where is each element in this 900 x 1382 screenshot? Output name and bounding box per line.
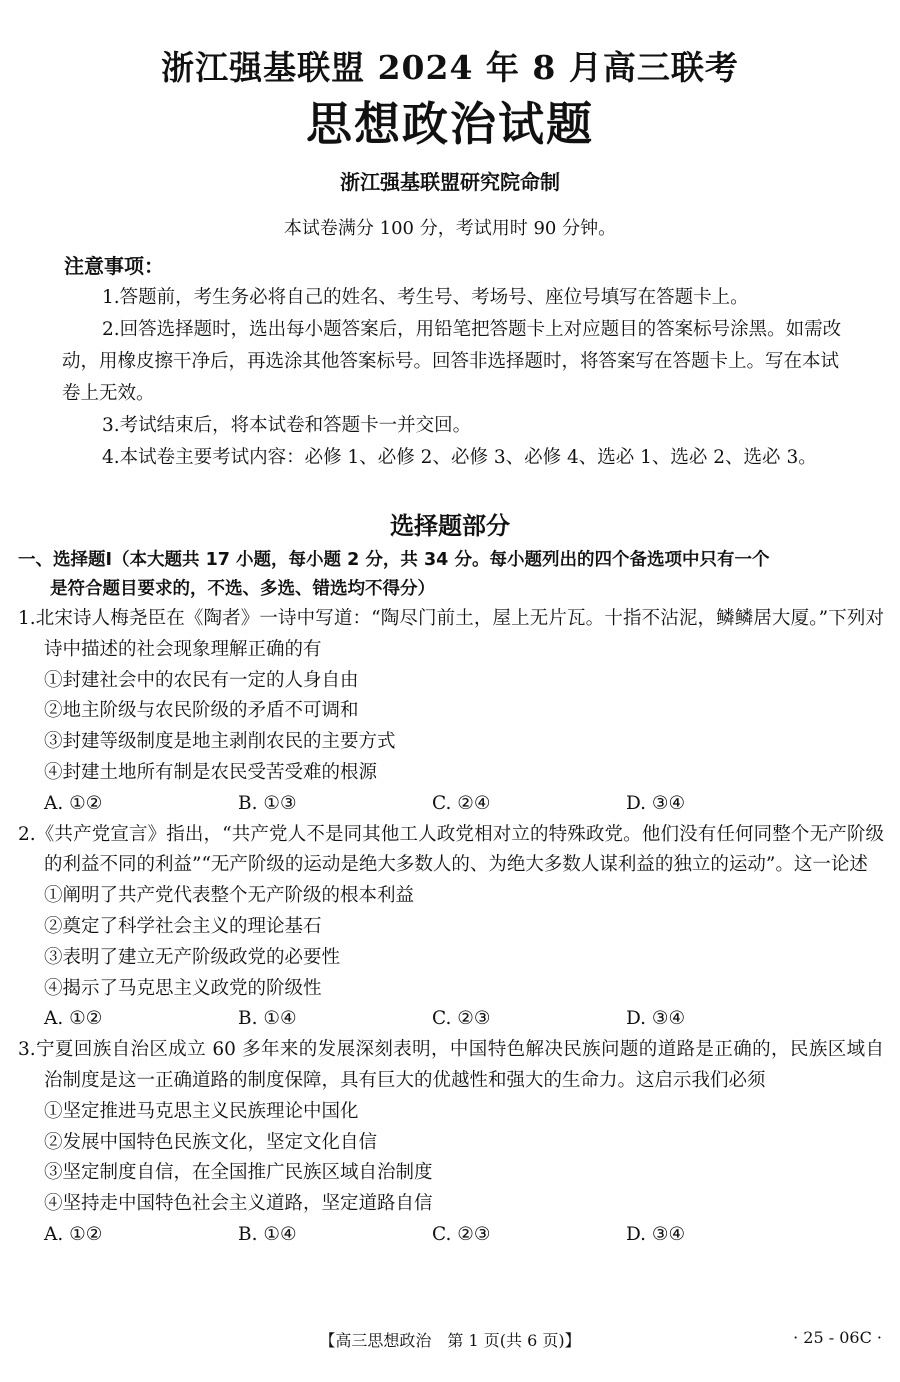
choice-c: C. ②④ [432, 792, 491, 814]
answer-choices [18, 789, 884, 820]
statement-option: ③表明了建立无产阶级政党的必要性 [44, 946, 341, 968]
statement-option: ①封建社会中的农民有一定的人身自由 [44, 669, 359, 691]
exam-info: 本试卷满分 100 分，考试用时 90 分钟。 [283, 218, 617, 239]
question-list [18, 604, 884, 1251]
choice-d: D. ③④ [626, 1008, 686, 1030]
answer-choices [18, 1220, 884, 1251]
statement-option: ②地主阶级与农民阶级的矛盾不可调和 [44, 700, 359, 722]
choice-d: D. ③④ [626, 792, 686, 814]
choice-a: A. ①② [44, 1223, 103, 1245]
notice-item: 4.本试卷主要考试内容：必修 1、必修 2、必修 3、必修 4、选必 1、选必 2、选必 3。 [102, 447, 817, 468]
choice-a: A. ①② [44, 1008, 103, 1030]
statement-option: ③封建等级制度是地主剥削农民的主要方式 [44, 731, 396, 753]
page-footer: 【高三思想政治 第 1 页(共 6 页)】 [319, 1331, 581, 1350]
question-stem: 2.《共产党宣言》指出，“共产党人不是同其他工人政党相对立的特殊政党。他们没有任何同整个无产阶级的利益不同的利益”“无产阶级的运动是绝大多数人的、为绝大多数人谋利益的独立的运动”。这一论述 [18, 823, 884, 876]
part-line: 一、选择题Ⅰ（本大题共 17 小题，每小题 2 分，共 34 分。每小题列出的四个备选项中只有一个 [18, 550, 770, 570]
question-1 [18, 604, 884, 820]
section-title: 选择题部分 [390, 512, 510, 540]
choice-c: C. ②③ [432, 1223, 491, 1245]
choice-d: D. ③④ [626, 1223, 686, 1245]
statement-option: ①坚定推进马克思主义民族理论中国化 [44, 1100, 359, 1122]
statement-option: ①阐明了共产党代表整个无产阶级的根本利益 [44, 885, 415, 907]
statement-option: ②奠定了科学社会主义的理论基石 [44, 915, 322, 937]
paper-code: · 25 - 06C · [793, 1328, 882, 1347]
answer-choices [18, 1004, 884, 1035]
statement-option: ④揭示了马克思主义政党的阶级性 [44, 977, 322, 999]
publisher: 浙江强基联盟研究院命制 [340, 170, 560, 194]
notice-item: 2.回答选择题时，选出每小题答案后，用铅笔把答题卡上对应题目的答案标号涂黑。如需改动，用橡皮擦干净后，再选涂其他答案标号。回答非选择题时，将答案写在答题卡上。写在本试卷上无效。 [62, 319, 842, 404]
statement-option: ②发展中国特色民族文化，坚定文化自信 [44, 1131, 378, 1153]
notice-heading: 注意事项： [64, 254, 164, 278]
question-stem: 3.宁夏回族自治区成立 60 多年来的发展深刻表明，中国特色解决民族问题的道路是正确的，民族区域自治制度是这一正确道路的制度保障，具有巨大的优越性和强大的生命力。这启示我们必须 [18, 1039, 884, 1091]
question-3 [18, 1035, 884, 1251]
statement-option: ③坚定制度自信，在全国推广民族区域自治制度 [44, 1162, 433, 1184]
notice-item: 3.考试结束后，将本试卷和答题卡一并交回。 [102, 415, 472, 436]
question-2 [18, 820, 884, 1036]
exam-title: 浙江强基联盟 2024 年 8 月高三联考 [161, 48, 739, 87]
choice-b: B. ①③ [238, 792, 297, 814]
notice-item: 1.答题前，考生务必将自己的姓名、考生号、考场号、座位号填写在答题卡上。 [102, 287, 749, 308]
notice-list [62, 282, 852, 474]
part-line: 是符合题目要求的，不选、多选、错选均不得分） [50, 579, 435, 599]
statement-option: ④封建土地所有制是农民受苦受难的根源 [44, 761, 378, 783]
question-stem: 1.北宋诗人梅尧臣在《陶者》一诗中写道：“陶尽门前土，屋上无片瓦。十指不沾泥，鳞鳞居大厦。”下列对诗中描述的社会现象理解正确的有 [18, 608, 884, 660]
choice-b: B. ①④ [238, 1223, 297, 1245]
subject-title: 思想政治试题 [306, 97, 594, 151]
part-instructions [18, 546, 884, 604]
choice-c: C. ②③ [432, 1008, 491, 1030]
choice-b: B. ①④ [238, 1008, 297, 1030]
statement-option: ④坚持走中国特色社会主义道路，坚定道路自信 [44, 1193, 433, 1215]
choice-a: A. ①② [44, 792, 103, 814]
